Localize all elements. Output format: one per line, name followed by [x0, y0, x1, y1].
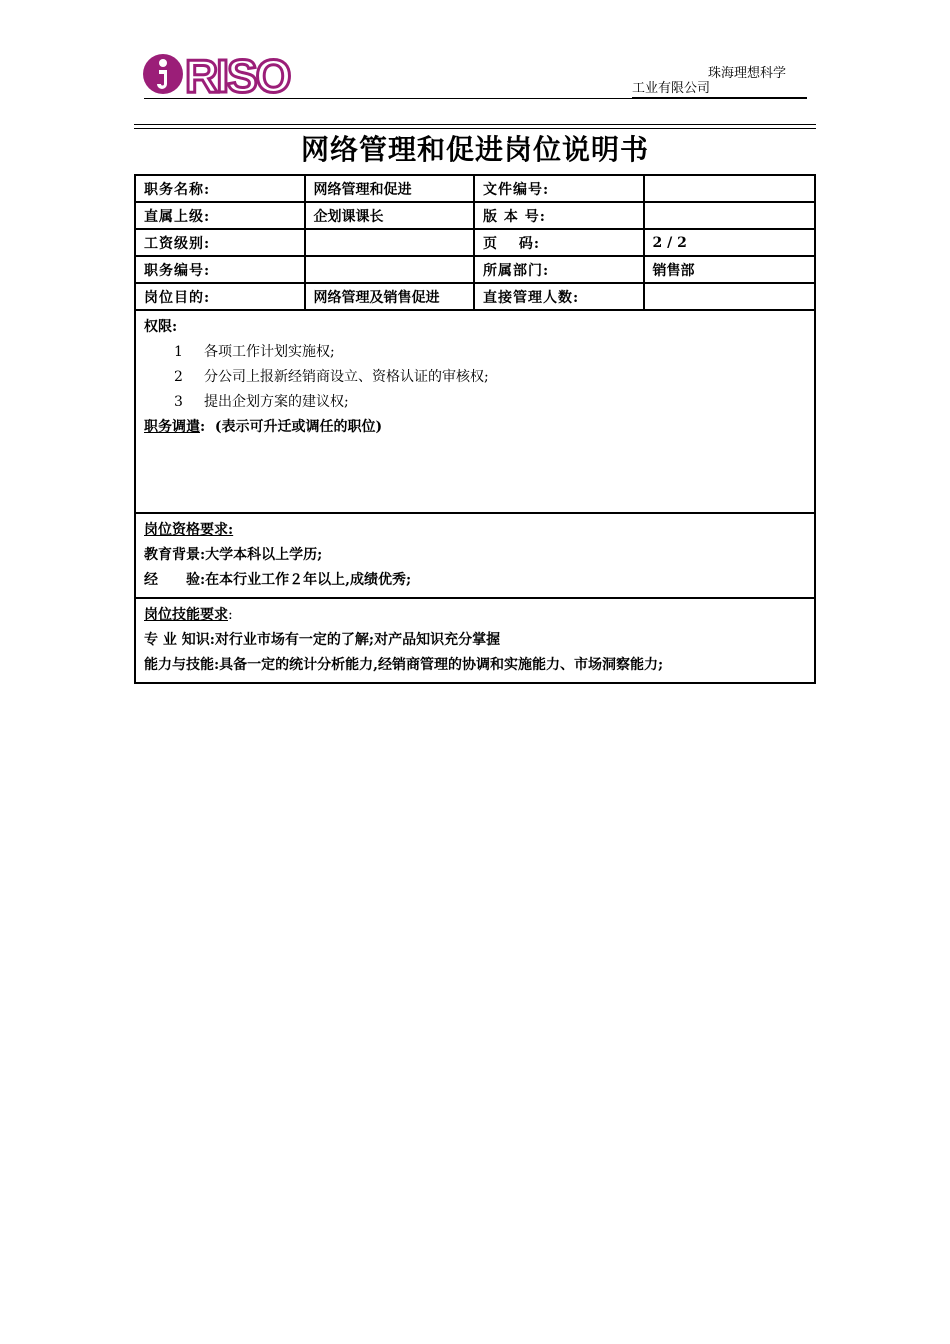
field-label: 职务编号: [135, 256, 305, 283]
transfer-line: 职务调遣: (表示可升迁或调任的职位) [144, 419, 383, 435]
field-label: 直属上级: [135, 202, 305, 229]
header-rule [144, 98, 807, 99]
info-row [135, 229, 815, 256]
company-line-1: 珠海理想科学 [708, 66, 787, 81]
info-row [135, 283, 815, 310]
title-rule [134, 124, 816, 129]
skills-heading-line: 岗位技能要求: [144, 607, 233, 623]
logo-text: RISO [185, 50, 290, 98]
transfer-text: (表示可升迁或调任的职位) [214, 419, 383, 435]
info-row [135, 175, 815, 202]
company-name [632, 66, 807, 98]
field-value [644, 202, 816, 229]
ability-line: 能力与技能:具备一定的统计分析能力,经销商管理的协调和实施能力、市场洞察能力; [144, 657, 664, 673]
field-label: 文件编号: [474, 175, 644, 202]
knowledge-line: 专 业 知识:对行业市场有一定的了解;对产品知识充分掌握 [144, 632, 501, 648]
info-row [135, 202, 815, 229]
document-title: 网络管理和促进岗位说明书 [300, 133, 649, 166]
field-value [305, 229, 474, 256]
authority-item: 3 提出企划方案的建议权; [174, 394, 349, 410]
experience-line: 经 验:在本行业工作２年以上,成绩优秀; [144, 572, 412, 588]
field-value: 2 / 2 [644, 229, 816, 256]
qualification-section [135, 513, 815, 598]
qualification-heading: 岗位资格要求: [144, 522, 234, 538]
education-line: 教育背景:大学本科以上学历; [144, 547, 323, 563]
field-value: 企划课课长 [305, 202, 474, 229]
job-description-table [134, 174, 816, 684]
company-line-2: 工业有限公司 [632, 81, 807, 98]
authority-heading: 权限: [144, 319, 178, 335]
field-value: 销售部 [644, 256, 816, 283]
field-value [305, 256, 474, 283]
authority-item: 2 分公司上报新经销商设立、资格认证的审核权; [174, 369, 489, 385]
field-label: 职务名称: [135, 175, 305, 202]
field-value [644, 175, 816, 202]
riso-logo [141, 50, 301, 98]
field-label: 版 本 号: [474, 202, 644, 229]
field-value: 网络管理和促进 [305, 175, 474, 202]
field-label: 岗位目的: [135, 283, 305, 310]
skills-section [135, 598, 815, 683]
field-label: 页 码: [474, 229, 644, 256]
field-label: 工资级别: [135, 229, 305, 256]
authority-section [135, 310, 815, 513]
field-value [644, 283, 816, 310]
field-label: 所属部门: [474, 256, 644, 283]
authority-item: 1 各项工作计划实施权; [174, 344, 335, 360]
field-value: 网络管理及销售促进 [305, 283, 474, 310]
field-label: 直接管理人数: [474, 283, 644, 310]
info-row [135, 256, 815, 283]
transfer-label: 职务调遣 [144, 419, 200, 435]
